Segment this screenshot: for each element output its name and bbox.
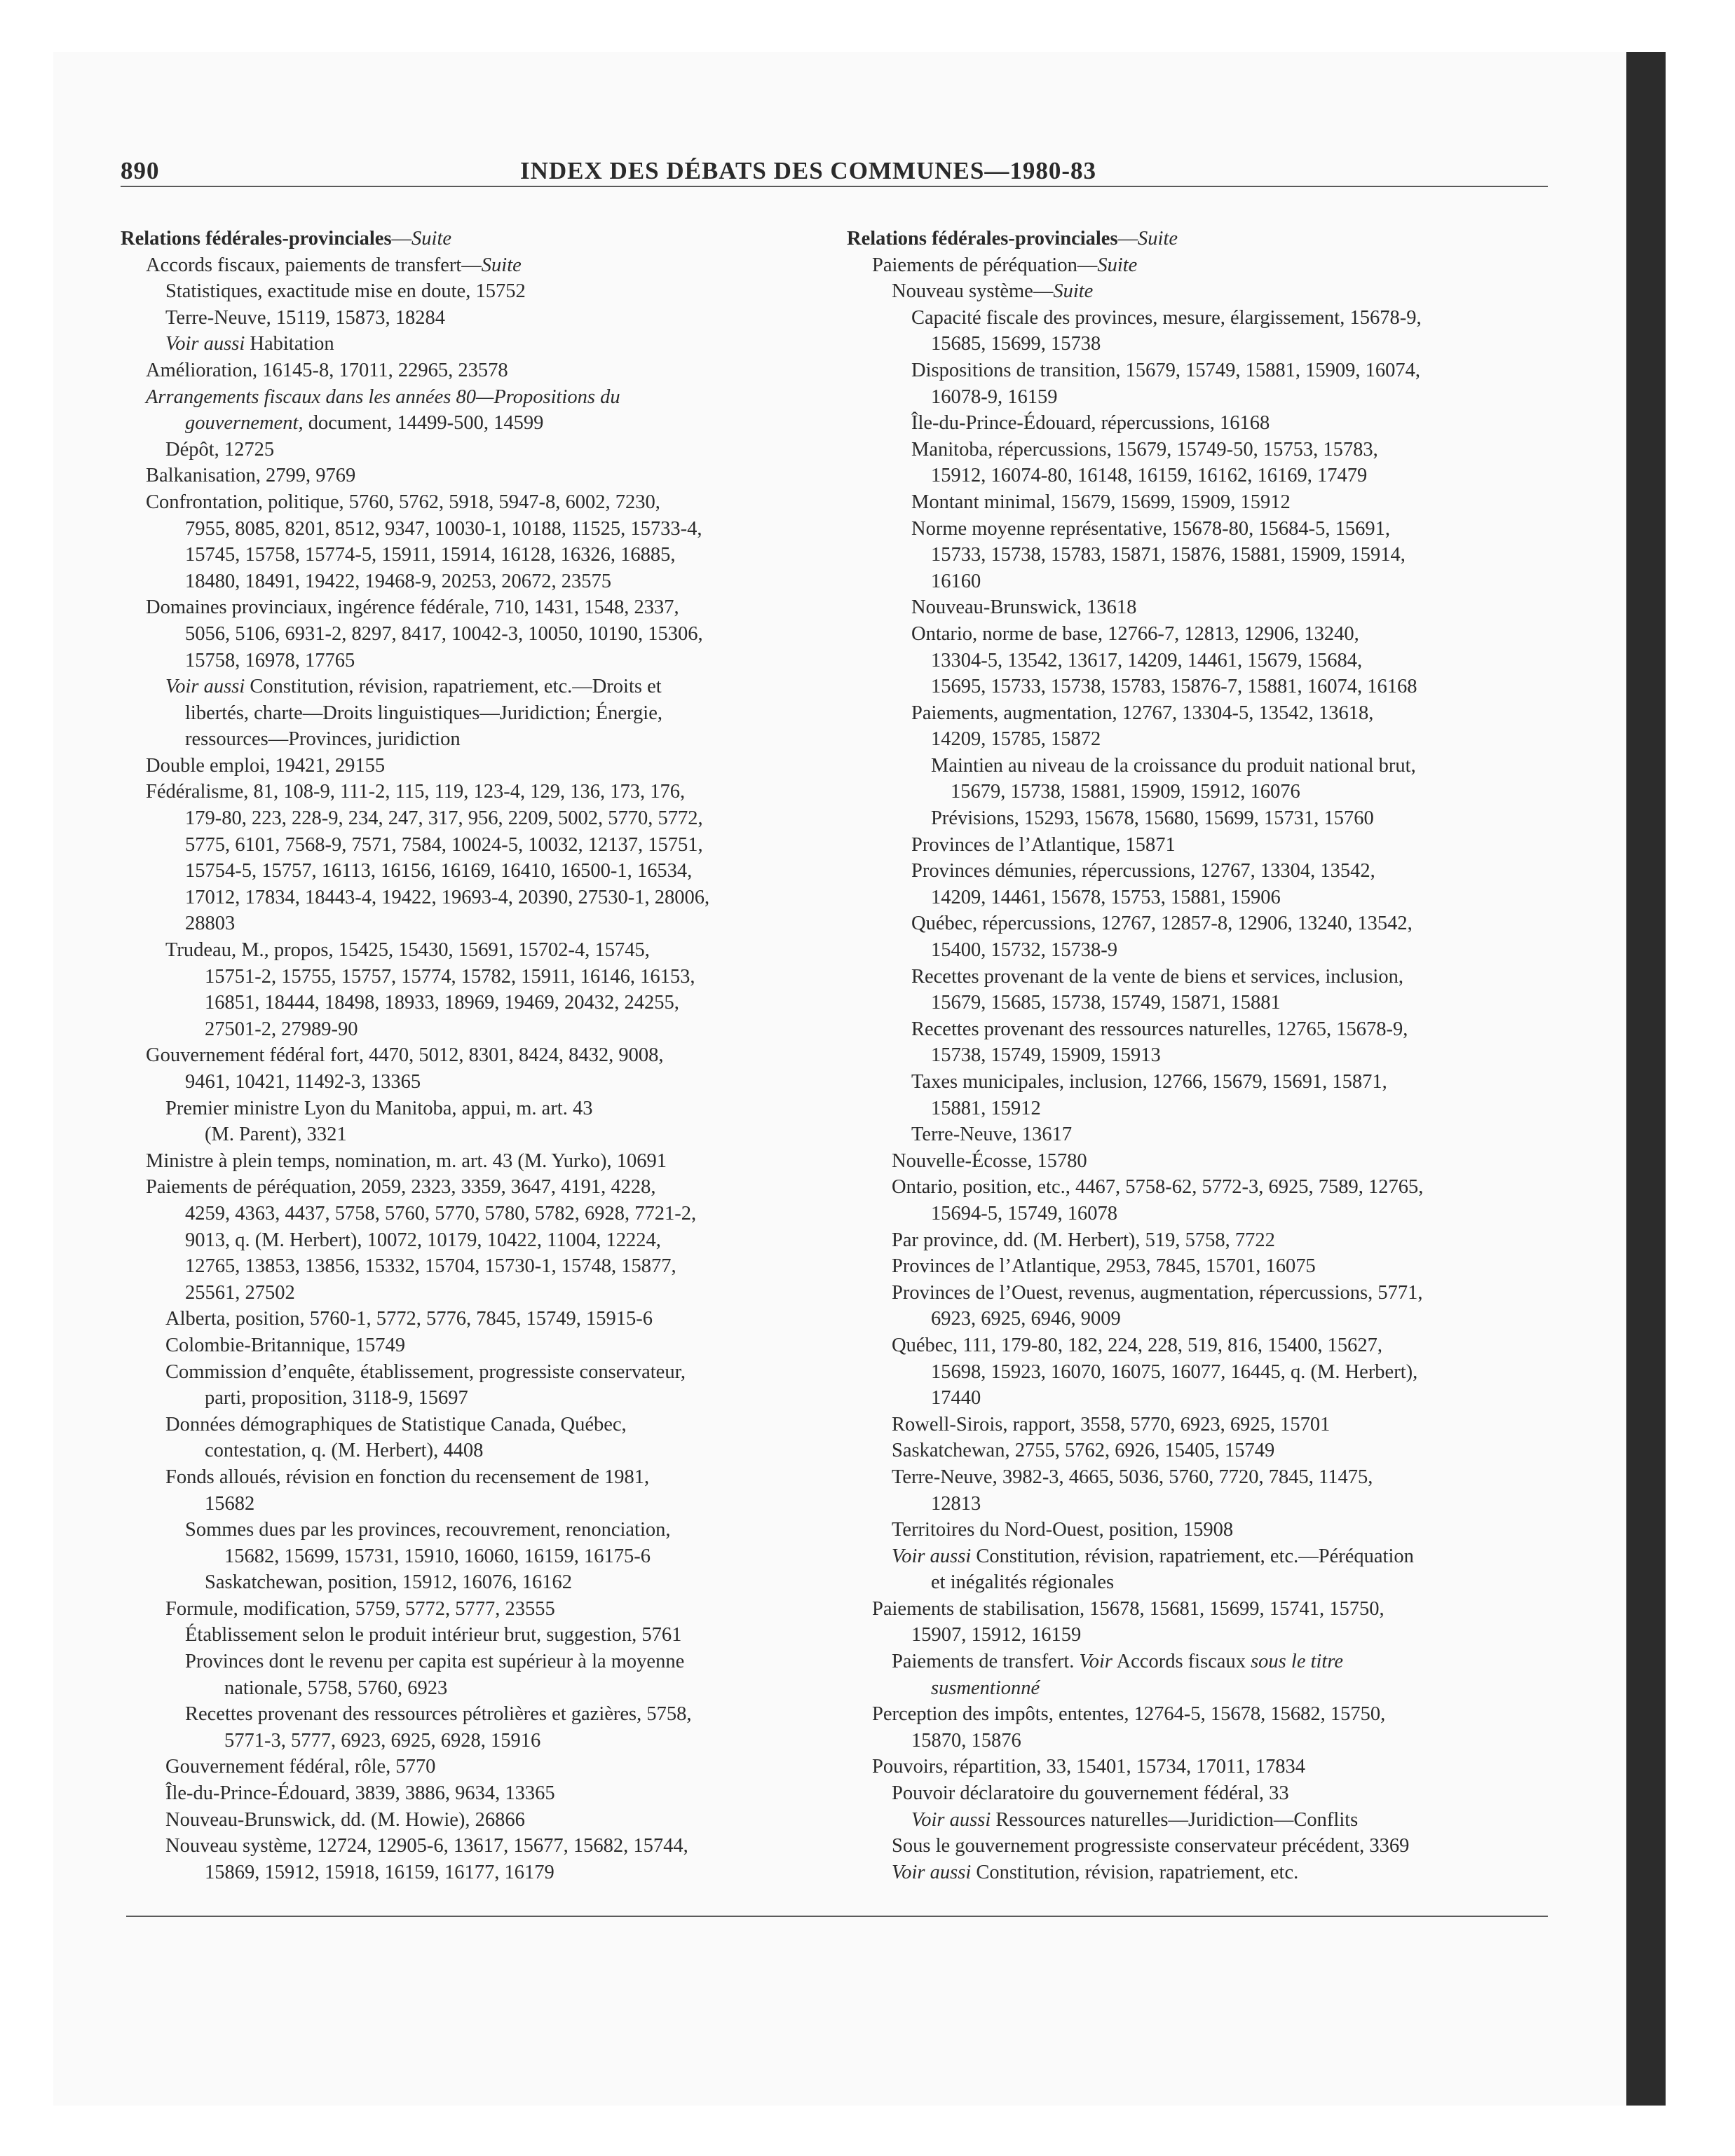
index-line bbox=[121, 384, 822, 411]
index-line bbox=[121, 1675, 822, 1702]
index-text: (M. Parent), 3321 bbox=[205, 1124, 347, 1146]
index-text: 12765, 13853, 13856, 15332, 15704, 15730-1, 15748, 15877, bbox=[185, 1255, 676, 1278]
index-line bbox=[847, 1121, 1548, 1148]
index-text: Recettes provenant des ressources pétrolières et gazières, 5758, bbox=[185, 1703, 692, 1726]
index-line bbox=[847, 410, 1548, 437]
index-line bbox=[847, 1860, 1548, 1886]
index-text: Constitution, révision, rapatriement, etc.—Péréquation bbox=[971, 1545, 1414, 1567]
index-text: Paiements, augmentation, 12767, 13304-5, 13542, 13618, bbox=[911, 702, 1374, 724]
index-text: Commission d’enquête, établissement, progressiste conservateur, bbox=[165, 1360, 686, 1383]
index-text: Voir aussi bbox=[165, 676, 245, 698]
index-line bbox=[847, 1332, 1548, 1359]
index-text: Voir bbox=[1079, 1651, 1113, 1673]
index-text: Provinces démunies, répercussions, 12767, 13304, 13542, bbox=[911, 860, 1375, 882]
index-text: 25561, 27502 bbox=[185, 1281, 295, 1304]
index-text: Accords fiscaux, paiements de transfert— bbox=[146, 254, 482, 276]
index-text: Suite bbox=[1053, 280, 1094, 303]
index-text: Pouvoir déclaratoire du gouvernement fédéral, 33 bbox=[892, 1782, 1289, 1805]
index-text: Ontario, position, etc., 4467, 5758-62, 5772-3, 6925, 7589, 12765, bbox=[892, 1176, 1424, 1199]
index-line bbox=[121, 278, 822, 305]
index-text: 14209, 15785, 15872 bbox=[931, 728, 1101, 751]
index-text: 15733, 15738, 15783, 15871, 15876, 15881, 15909, 15914, bbox=[931, 544, 1406, 566]
index-line bbox=[121, 305, 822, 332]
index-line bbox=[121, 1280, 822, 1306]
index-text: 15695, 15733, 15738, 15783, 15876-7, 15881, 16074, 16168 bbox=[931, 676, 1417, 698]
index-text: susmentionné bbox=[931, 1677, 1040, 1699]
index-line bbox=[847, 1385, 1548, 1412]
index-text: Données démographiques de Statistique Canada, Québec, bbox=[165, 1413, 627, 1435]
index-text: Fonds alloués, révision en fonction du recensement de 1981, bbox=[165, 1466, 650, 1488]
index-line bbox=[121, 910, 822, 937]
index-line bbox=[847, 674, 1548, 700]
index-text: Provinces de l’Atlantique, 15871 bbox=[911, 833, 1176, 856]
index-line bbox=[847, 648, 1548, 674]
index-line bbox=[847, 937, 1548, 964]
index-text: Norme moyenne représentative, 15678-80, 15684-5, 15691, bbox=[911, 517, 1391, 540]
index-line bbox=[847, 1569, 1548, 1596]
index-line bbox=[121, 1253, 822, 1280]
index-text: 12813 bbox=[931, 1492, 981, 1515]
index-line bbox=[847, 463, 1548, 489]
index-line bbox=[847, 278, 1548, 305]
index-text: 9013, q. (M. Herbert), 10072, 10179, 10422, 11004, 12224, bbox=[185, 1229, 661, 1251]
index-text: Suite bbox=[481, 254, 522, 276]
index-line bbox=[121, 1121, 822, 1148]
index-line bbox=[847, 832, 1548, 859]
index-line bbox=[847, 489, 1548, 516]
index-text: parti, proposition, 3118-9, 15697 bbox=[205, 1387, 468, 1410]
index-line bbox=[121, 964, 822, 990]
index-text: Suite bbox=[1097, 254, 1138, 276]
index-line bbox=[847, 1833, 1548, 1860]
index-text: 15754-5, 15757, 16113, 16156, 16169, 16410, 16500-1, 16534, bbox=[185, 860, 693, 882]
index-text: 15698, 15923, 16070, 16075, 16077, 16445, q. (M. Herbert), bbox=[931, 1360, 1418, 1383]
index-line bbox=[121, 805, 822, 832]
index-text: Taxes municipales, inclusion, 12766, 15679, 15691, 15871, bbox=[911, 1071, 1387, 1093]
index-line bbox=[121, 726, 822, 753]
index-text: Capacité fiscale des provinces, mesure, élargissement, 15678-9, bbox=[911, 306, 1422, 329]
index-line bbox=[121, 1833, 822, 1860]
index-line bbox=[847, 357, 1548, 384]
index-text: contestation, q. (M. Herbert), 4408 bbox=[205, 1440, 484, 1462]
index-line bbox=[847, 1649, 1548, 1675]
index-text: Voir aussi bbox=[911, 1808, 991, 1831]
index-text: 15758, 16978, 17765 bbox=[185, 649, 355, 671]
index-text: 15869, 15912, 15918, 16159, 16177, 16179 bbox=[205, 1861, 554, 1883]
index-line bbox=[121, 1201, 822, 1227]
index-line bbox=[847, 910, 1548, 937]
index-text: 7955, 8085, 8201, 8512, 9347, 10030-1, 10188, 11525, 15733-4, bbox=[185, 517, 702, 540]
index-text: 15907, 15912, 16159 bbox=[911, 1624, 1082, 1646]
index-text: Double emploi, 19421, 29155 bbox=[146, 754, 386, 777]
index-text: Dépôt, 12725 bbox=[165, 438, 275, 460]
index-text: 15679, 15738, 15881, 15909, 15912, 16076 bbox=[951, 781, 1300, 803]
footer-rule bbox=[126, 1916, 1548, 1917]
index-line bbox=[847, 1754, 1548, 1780]
index-line bbox=[847, 1464, 1548, 1491]
index-text: 16160 bbox=[931, 570, 981, 592]
index-text: Recettes provenant de la vente de biens et services, inclusion, bbox=[911, 965, 1403, 988]
index-text: 15685, 15699, 15738 bbox=[931, 333, 1101, 355]
index-line bbox=[121, 1174, 822, 1201]
index-line bbox=[121, 648, 822, 674]
index-line bbox=[847, 516, 1548, 543]
index-column-right bbox=[847, 226, 1548, 1885]
index-text: Relations fédérales-provinciales bbox=[847, 228, 1118, 250]
index-line bbox=[847, 1543, 1548, 1570]
index-text: Fédéralisme, 81, 108-9, 111-2, 115, 119, 123-4, 129, 136, 173, 176, bbox=[146, 781, 686, 803]
index-line bbox=[121, 1332, 822, 1359]
index-line bbox=[847, 885, 1548, 911]
index-text: Colombie-Britannique, 15749 bbox=[165, 1334, 405, 1356]
index-line bbox=[847, 1412, 1548, 1438]
index-line bbox=[847, 226, 1548, 252]
index-text: Alberta, position, 5760-1, 5772, 5776, 7845, 15749, 15915-6 bbox=[165, 1308, 653, 1330]
index-text: Accords fiscaux bbox=[1113, 1651, 1251, 1673]
index-text: Ressources naturelles—Juridiction—Conflits bbox=[991, 1808, 1359, 1831]
index-line bbox=[121, 700, 822, 727]
index-line bbox=[847, 1359, 1548, 1386]
index-line bbox=[847, 1596, 1548, 1623]
index-line bbox=[121, 1306, 822, 1332]
index-line bbox=[121, 885, 822, 911]
index-text: Trudeau, M., propos, 15425, 15430, 15691, 15702-4, 15745, bbox=[165, 939, 650, 962]
index-text: Maintien au niveau de la croissance du produit national brut, bbox=[931, 754, 1416, 777]
index-line bbox=[121, 1807, 822, 1834]
index-line bbox=[847, 331, 1548, 357]
index-text: Voir aussi bbox=[892, 1861, 972, 1883]
index-line bbox=[121, 1016, 822, 1043]
header-rule bbox=[121, 186, 1548, 187]
index-text: Montant minimal, 15679, 15699, 15909, 15912 bbox=[911, 491, 1291, 513]
index-line bbox=[121, 226, 822, 252]
index-text: Terre-Neuve, 15119, 15873, 18284 bbox=[165, 306, 446, 329]
index-text: Perception des impôts, ententes, 12764-5, 15678, 15682, 15750, bbox=[872, 1703, 1386, 1726]
index-text: 15912, 16074-80, 16148, 16159, 16162, 16169, 17479 bbox=[931, 465, 1368, 487]
index-line bbox=[121, 1227, 822, 1254]
index-line bbox=[847, 1253, 1548, 1280]
index-line bbox=[121, 1148, 822, 1175]
index-text: Île-du-Prince-Édouard, répercussions, 16168 bbox=[911, 412, 1270, 435]
index-line bbox=[121, 674, 822, 700]
index-text: 15751-2, 15755, 15757, 15774, 15782, 15911, 16146, 16153, bbox=[205, 965, 695, 988]
index-line bbox=[121, 621, 822, 648]
index-text: Québec, répercussions, 12767, 12857-8, 12906, 13240, 13542, bbox=[911, 913, 1413, 935]
index-column-left bbox=[121, 226, 822, 1885]
index-line bbox=[847, 1201, 1548, 1227]
index-text: Rowell-Sirois, rapport, 3558, 5770, 6923, 6925, 15701 bbox=[892, 1413, 1331, 1435]
index-text: 17440 bbox=[931, 1387, 981, 1410]
index-line bbox=[847, 1438, 1548, 1464]
index-text: Pouvoirs, répartition, 33, 15401, 15734, 17011, 17834 bbox=[872, 1756, 1305, 1778]
index-text: 14209, 14461, 15678, 15753, 15881, 15906 bbox=[931, 886, 1281, 908]
index-text: 17012, 17834, 18443-4, 19422, 19693-4, 20390, 27530-1, 28006, bbox=[185, 886, 710, 908]
index-line bbox=[847, 252, 1548, 279]
index-line bbox=[121, 990, 822, 1016]
index-text: Nouvelle-Écosse, 15780 bbox=[892, 1149, 1087, 1172]
index-text: Île-du-Prince-Édouard, 3839, 3886, 9634, 13365 bbox=[165, 1782, 555, 1805]
index-text: Recettes provenant des ressources naturelles, 12765, 15678-9, bbox=[911, 1018, 1408, 1040]
index-text: ressources—Provinces, juridiction bbox=[185, 728, 461, 751]
index-line bbox=[121, 542, 822, 568]
index-text: 9461, 10421, 11492-3, 13365 bbox=[185, 1071, 421, 1093]
index-line bbox=[121, 594, 822, 621]
index-text: 15694-5, 15749, 16078 bbox=[931, 1202, 1117, 1224]
index-line bbox=[121, 1438, 822, 1464]
index-line bbox=[121, 1728, 822, 1754]
index-text: libertés, charte—Droits linguistiques—Juridiction; Énergie, bbox=[185, 702, 662, 724]
index-line bbox=[121, 937, 822, 964]
index-text: 5771-3, 5777, 6923, 6925, 6928, 15916 bbox=[224, 1729, 541, 1752]
index-text: et inégalités régionales bbox=[931, 1571, 1115, 1594]
index-text: — bbox=[391, 228, 412, 250]
index-text: document, 14499-500, 14599 bbox=[303, 412, 544, 435]
index-text: Confrontation, politique, 5760, 5762, 5918, 5947-8, 6002, 7230, bbox=[146, 491, 660, 513]
index-text: Suite bbox=[411, 228, 452, 250]
index-text: Manitoba, répercussions, 15679, 15749-50, 15753, 15783, bbox=[911, 438, 1378, 460]
index-line bbox=[847, 753, 1548, 779]
index-text: Sous le gouvernement progressiste conservateur précédent, 3369 bbox=[892, 1835, 1410, 1857]
index-line bbox=[847, 437, 1548, 463]
index-line bbox=[847, 621, 1548, 648]
index-text: 16851, 18444, 18498, 18933, 18969, 19469, 20432, 24255, bbox=[205, 992, 679, 1014]
index-text: Prévisions, 15293, 15678, 15680, 15699, 15731, 15760 bbox=[931, 807, 1374, 830]
index-line bbox=[121, 1543, 822, 1570]
index-text: Arrangements fiscaux dans les années 80—Propositions du bbox=[146, 386, 620, 408]
index-line bbox=[121, 1649, 822, 1675]
index-text: 15745, 15758, 15774-5, 15911, 15914, 16128, 16326, 16885, bbox=[185, 544, 676, 566]
index-line bbox=[121, 1754, 822, 1780]
index-line bbox=[121, 832, 822, 859]
index-line bbox=[121, 1042, 822, 1069]
index-text: Terre-Neuve, 13617 bbox=[911, 1124, 1073, 1146]
index-line bbox=[847, 305, 1548, 332]
index-line bbox=[847, 1280, 1548, 1306]
index-text: Ministre à plein temps, nomination, m. art. 43 (M. Yurko), 10691 bbox=[146, 1149, 667, 1172]
index-line bbox=[847, 1807, 1548, 1834]
index-text: Voir aussi bbox=[165, 333, 245, 355]
index-text: Dispositions de transition, 15679, 15749, 15881, 15909, 16074, bbox=[911, 359, 1420, 381]
index-text: Terre-Neuve, 3982-3, 4665, 5036, 5760, 7720, 7845, 11475, bbox=[892, 1466, 1373, 1488]
index-text: Québec, 111, 179-80, 182, 224, 228, 519, 816, 15400, 15627, bbox=[892, 1334, 1383, 1356]
running-title: INDEX DES DÉBATS DES COMMUNES—1980-83 bbox=[520, 157, 1097, 184]
index-text: Statistiques, exactitude mise en doute, 15752 bbox=[165, 280, 526, 303]
index-text: Balkanisation, 2799, 9769 bbox=[146, 465, 356, 487]
index-text: 179-80, 223, 228-9, 234, 247, 317, 956, 2209, 5002, 5770, 5772, bbox=[185, 807, 703, 830]
index-text: Nouveau système— bbox=[892, 280, 1054, 303]
index-line bbox=[847, 964, 1548, 990]
index-line bbox=[847, 1174, 1548, 1201]
index-text: 15400, 15732, 15738-9 bbox=[931, 939, 1117, 962]
index-text: Nouveau-Brunswick, dd. (M. Howie), 26866 bbox=[165, 1808, 525, 1831]
index-text: sous le titre bbox=[1251, 1651, 1344, 1673]
index-text: Formule, modification, 5759, 5772, 5777, 23555 bbox=[165, 1597, 555, 1620]
index-line bbox=[121, 1069, 822, 1096]
index-line bbox=[847, 700, 1548, 727]
index-text: Nouveau-Brunswick, 13618 bbox=[911, 596, 1137, 619]
index-line bbox=[847, 990, 1548, 1016]
index-line bbox=[121, 1780, 822, 1807]
index-line bbox=[847, 1148, 1548, 1175]
index-line bbox=[121, 357, 822, 384]
index-line bbox=[121, 1622, 822, 1649]
index-line bbox=[121, 1701, 822, 1728]
index-text: Habitation bbox=[245, 333, 334, 355]
index-text: Voir aussi bbox=[892, 1545, 972, 1567]
scan-dark-edge bbox=[1626, 52, 1666, 2106]
index-text: 5056, 5106, 6931-2, 8297, 8417, 10042-3, 10050, 10190, 15306, bbox=[185, 622, 703, 645]
index-line bbox=[121, 1359, 822, 1386]
index-text: Saskatchewan, 2755, 5762, 6926, 15405, 15749 bbox=[892, 1440, 1275, 1462]
index-text: Paiements de transfert. bbox=[892, 1651, 1080, 1673]
index-text: 27501-2, 27989-90 bbox=[205, 1018, 358, 1040]
index-text: Provinces de l’Ouest, revenus, augmentation, répercussions, 5771, bbox=[892, 1281, 1423, 1304]
index-line bbox=[121, 1385, 822, 1412]
index-line bbox=[121, 753, 822, 779]
index-text: 5775, 6101, 7568-9, 7571, 7584, 10024-5, 10032, 12137, 15751, bbox=[185, 833, 703, 856]
index-text: Gouvernement fédéral, rôle, 5770 bbox=[165, 1756, 436, 1778]
index-text: gouvernement, bbox=[185, 412, 304, 435]
index-text: 15738, 15749, 15909, 15913 bbox=[931, 1044, 1161, 1067]
index-line bbox=[121, 779, 822, 805]
index-line bbox=[847, 542, 1548, 568]
index-text: 15682, 15699, 15731, 15910, 16060, 16159, 16175-6 bbox=[224, 1545, 651, 1567]
index-text: Relations fédérales-provinciales bbox=[121, 228, 392, 250]
index-line bbox=[847, 1780, 1548, 1807]
index-line bbox=[121, 516, 822, 543]
index-text: 15679, 15685, 15738, 15749, 15871, 15881 bbox=[931, 992, 1281, 1014]
index-line bbox=[121, 568, 822, 595]
index-text: Constitution, révision, rapatriement, etc.—Droits et bbox=[245, 676, 662, 698]
index-line bbox=[121, 1464, 822, 1491]
index-line bbox=[847, 1728, 1548, 1754]
index-line bbox=[847, 1622, 1548, 1649]
index-line bbox=[847, 384, 1548, 411]
index-text: Sommes dues par les provinces, recouvrement, renonciation, bbox=[185, 1519, 671, 1541]
index-line bbox=[847, 1306, 1548, 1332]
index-text: Constitution, révision, rapatriement, etc. bbox=[971, 1861, 1299, 1883]
index-text: 16078-9, 16159 bbox=[931, 386, 1058, 408]
index-line bbox=[121, 1096, 822, 1122]
index-text: Nouveau système, 12724, 12905-6, 13617, 15677, 15682, 15744, bbox=[165, 1835, 688, 1857]
index-line bbox=[847, 1675, 1548, 1702]
index-line bbox=[121, 331, 822, 357]
page-number: 890 bbox=[121, 157, 160, 184]
index-line bbox=[847, 1096, 1548, 1122]
index-line bbox=[847, 779, 1548, 805]
index-line bbox=[121, 410, 822, 437]
index-text: 28803 bbox=[185, 913, 236, 935]
index-text: Provinces de l’Atlantique, 2953, 7845, 15701, 16075 bbox=[892, 1255, 1316, 1278]
index-text: Domaines provinciaux, ingérence fédérale, 710, 1431, 1548, 2337, bbox=[146, 596, 679, 619]
index-text: 6923, 6925, 6946, 9009 bbox=[931, 1308, 1121, 1330]
index-text: Paiements de péréquation, 2059, 2323, 3359, 3647, 4191, 4228, bbox=[146, 1176, 656, 1199]
index-text: Premier ministre Lyon du Manitoba, appui, m. art. 43 bbox=[165, 1097, 593, 1119]
index-text: Amélioration, 16145-8, 17011, 22965, 23578 bbox=[146, 359, 508, 381]
index-line bbox=[847, 568, 1548, 595]
index-line bbox=[847, 805, 1548, 832]
index-line bbox=[847, 1701, 1548, 1728]
index-text: nationale, 5758, 5760, 6923 bbox=[224, 1677, 448, 1699]
index-line bbox=[847, 1517, 1548, 1543]
index-text: 18480, 18491, 19422, 19468-9, 20253, 20672, 23575 bbox=[185, 570, 611, 592]
index-text: Provinces dont le revenu per capita est supérieur à la moyenne bbox=[185, 1651, 685, 1673]
index-line bbox=[121, 437, 822, 463]
index-text: — bbox=[1117, 228, 1138, 250]
index-text: Suite bbox=[1138, 228, 1178, 250]
index-text: 15881, 15912 bbox=[931, 1097, 1041, 1119]
index-text: Paiements de stabilisation, 15678, 15681, 15699, 15741, 15750, bbox=[872, 1597, 1384, 1620]
index-text: 15682 bbox=[205, 1492, 255, 1515]
index-line bbox=[847, 858, 1548, 885]
index-line bbox=[121, 252, 822, 279]
index-text: Saskatchewan, position, 15912, 16076, 16162 bbox=[205, 1571, 573, 1594]
index-line bbox=[121, 1860, 822, 1886]
index-text: Territoires du Nord-Ouest, position, 15908 bbox=[892, 1519, 1234, 1541]
index-line bbox=[121, 1491, 822, 1517]
index-text: Établissement selon le produit intérieur brut, suggestion, 5761 bbox=[185, 1624, 682, 1646]
index-line bbox=[847, 1069, 1548, 1096]
index-text: 15870, 15876 bbox=[911, 1729, 1021, 1752]
index-line bbox=[121, 1412, 822, 1438]
index-line bbox=[847, 726, 1548, 753]
index-line bbox=[847, 1227, 1548, 1254]
index-line bbox=[847, 1016, 1548, 1043]
index-text: 13304-5, 13542, 13617, 14209, 14461, 15679, 15684, bbox=[931, 649, 1363, 671]
index-text: Paiements de péréquation— bbox=[872, 254, 1098, 276]
index-text: Gouvernement fédéral fort, 4470, 5012, 8301, 8424, 8432, 9008, bbox=[146, 1044, 664, 1067]
index-text: Ontario, norme de base, 12766-7, 12813, 12906, 13240, bbox=[911, 622, 1359, 645]
index-text: 4259, 4363, 4437, 5758, 5760, 5770, 5780, 5782, 6928, 7721-2, bbox=[185, 1202, 697, 1224]
index-line bbox=[847, 594, 1548, 621]
index-line bbox=[121, 489, 822, 516]
index-line bbox=[847, 1042, 1548, 1069]
index-line bbox=[121, 463, 822, 489]
index-line bbox=[121, 858, 822, 885]
index-line bbox=[847, 1491, 1548, 1517]
index-line bbox=[121, 1596, 822, 1623]
index-line bbox=[121, 1569, 822, 1596]
index-text: Par province, dd. (M. Herbert), 519, 5758, 7722 bbox=[892, 1229, 1275, 1251]
index-line bbox=[121, 1517, 822, 1543]
